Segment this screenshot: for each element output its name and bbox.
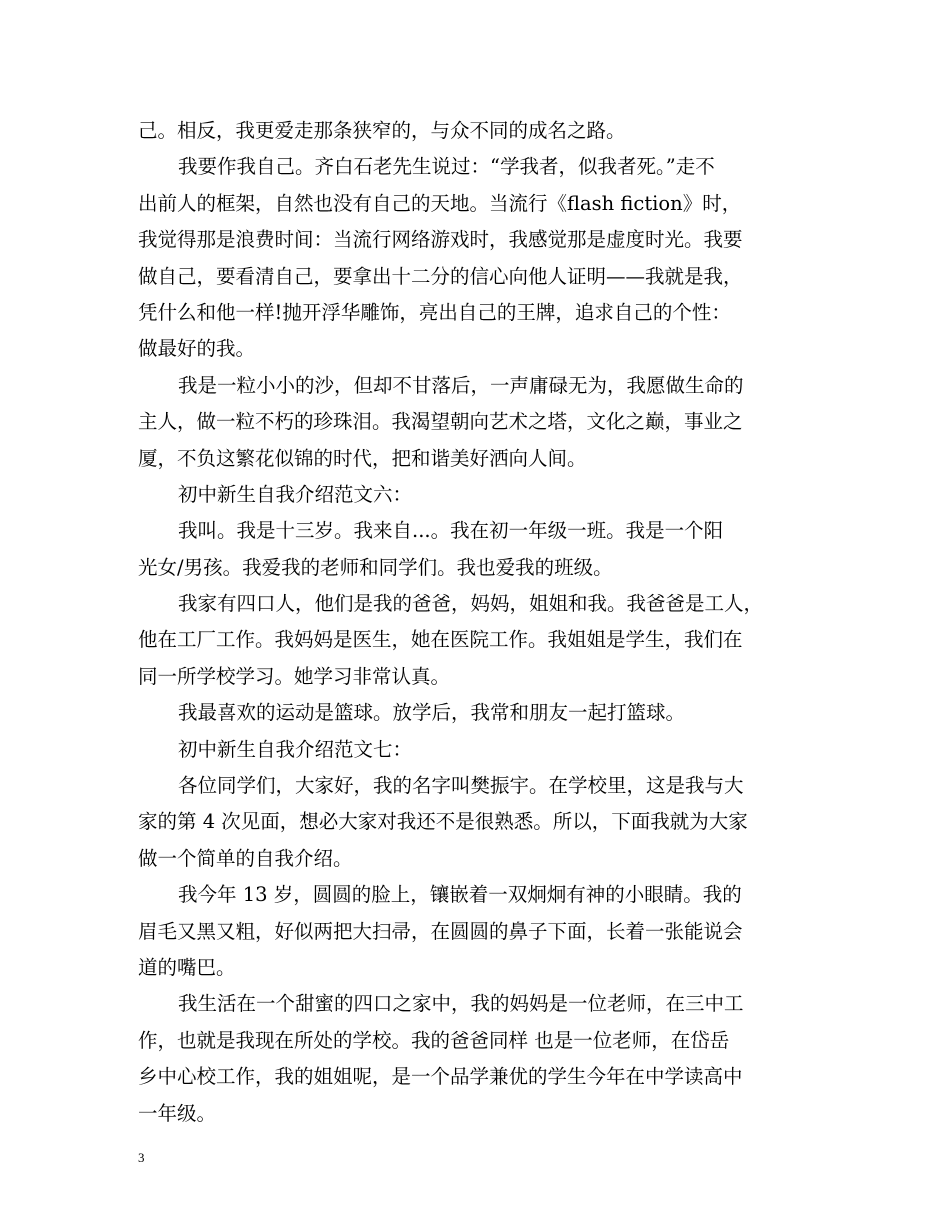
text-line: 出前人的框架，自然也没有自己的天地。当流行《flash fiction》时，: [138, 191, 742, 215]
text-line: 主人，做一粒不朽的珍珠泪。我渴望朝向艺术之塔，文化之巅，事业之: [138, 410, 743, 434]
text-line: 我叫。我是十三岁。我来自...。我在初一年级一班。我是一个阳: [178, 519, 724, 543]
text-line: 我是一粒小小的沙，但却不甘落后，一声庸碌无为，我愿做生命的: [178, 373, 744, 397]
text-line: 我要作我自己。齐白石老先生说过：“学我者，似我者死。”走不: [178, 155, 715, 179]
text-line: 作，也就是我现在所处的学校。我的爸爸同样 也是一位老师，在岱岳: [138, 1028, 730, 1052]
text-line: 乡中心校工作，我的姐姐呢，是一个品学兼优的学生今年在中学读高中: [138, 1065, 743, 1089]
text-line: 道的嘴巴。: [138, 955, 236, 979]
page-number: 3: [138, 1150, 145, 1165]
text-line: 我觉得那是浪费时间：当流行网络游戏时，我感觉那是虚度时光。我要: [138, 228, 743, 252]
text-line: 做最好的我。: [138, 337, 256, 361]
text-line: 一年级。: [138, 1101, 217, 1125]
section-heading: 初中新生自我介绍范文六：: [178, 482, 413, 506]
text-line: 我家有四口人，他们是我的爸爸，妈妈，姐姐和我。我爸爸是工人，: [178, 592, 764, 616]
text-line: 家的第 4 次见面，想必大家对我还不是很熟悉。所以，下面我就为大家: [138, 810, 748, 834]
text-line: 我今年 13 岁，圆圆的脸上，镶嵌着一双炯炯有神的小眼睛。我的: [178, 883, 742, 907]
text-line: 光女/男孩。我爱我的老师和同学们。我也爱我的班级。: [138, 555, 613, 579]
text-line: 眉毛又黑又粗，好似两把大扫帚，在圆圆的鼻子下面，长着一张能说会: [138, 919, 743, 943]
text-line: 同一所学校学习。她学习非常认真。: [138, 664, 451, 688]
text-line: 凭什么和他一样!抛开浮华雕饰，亮出自己的王牌，追求自己的个性：: [138, 300, 731, 324]
text-line: 我生活在一个甜蜜的四口之家中，我的妈妈是一位老师，在三中工: [178, 992, 744, 1016]
text-line: 做一个简单的自我介绍。: [138, 846, 353, 870]
body-text: [138, 113, 818, 1132]
text-line: 他在工厂工作。我妈妈是医生，她在医院工作。我姐姐是学生，我们在: [138, 628, 743, 652]
text-line: 各位同学们，大家好，我的名字叫樊振宇。在学校里，这是我与大: [178, 774, 744, 798]
section-heading: 初中新生自我介绍范文七：: [178, 737, 413, 761]
text-line: 己。相反，我更爱走那条狭窄的，与众不同的成名之路。: [138, 119, 626, 142]
text-line: 我最喜欢的运动是篮球。放学后，我常和朋友一起打篮球。: [178, 701, 686, 725]
text-line: 厦，不负这繁花似锦的时代，把和谐美好洒向人间。: [138, 446, 587, 470]
text-line: 做自己，要看清自己，要拿出十二分的信心向他人证明——我就是我，: [138, 264, 743, 288]
